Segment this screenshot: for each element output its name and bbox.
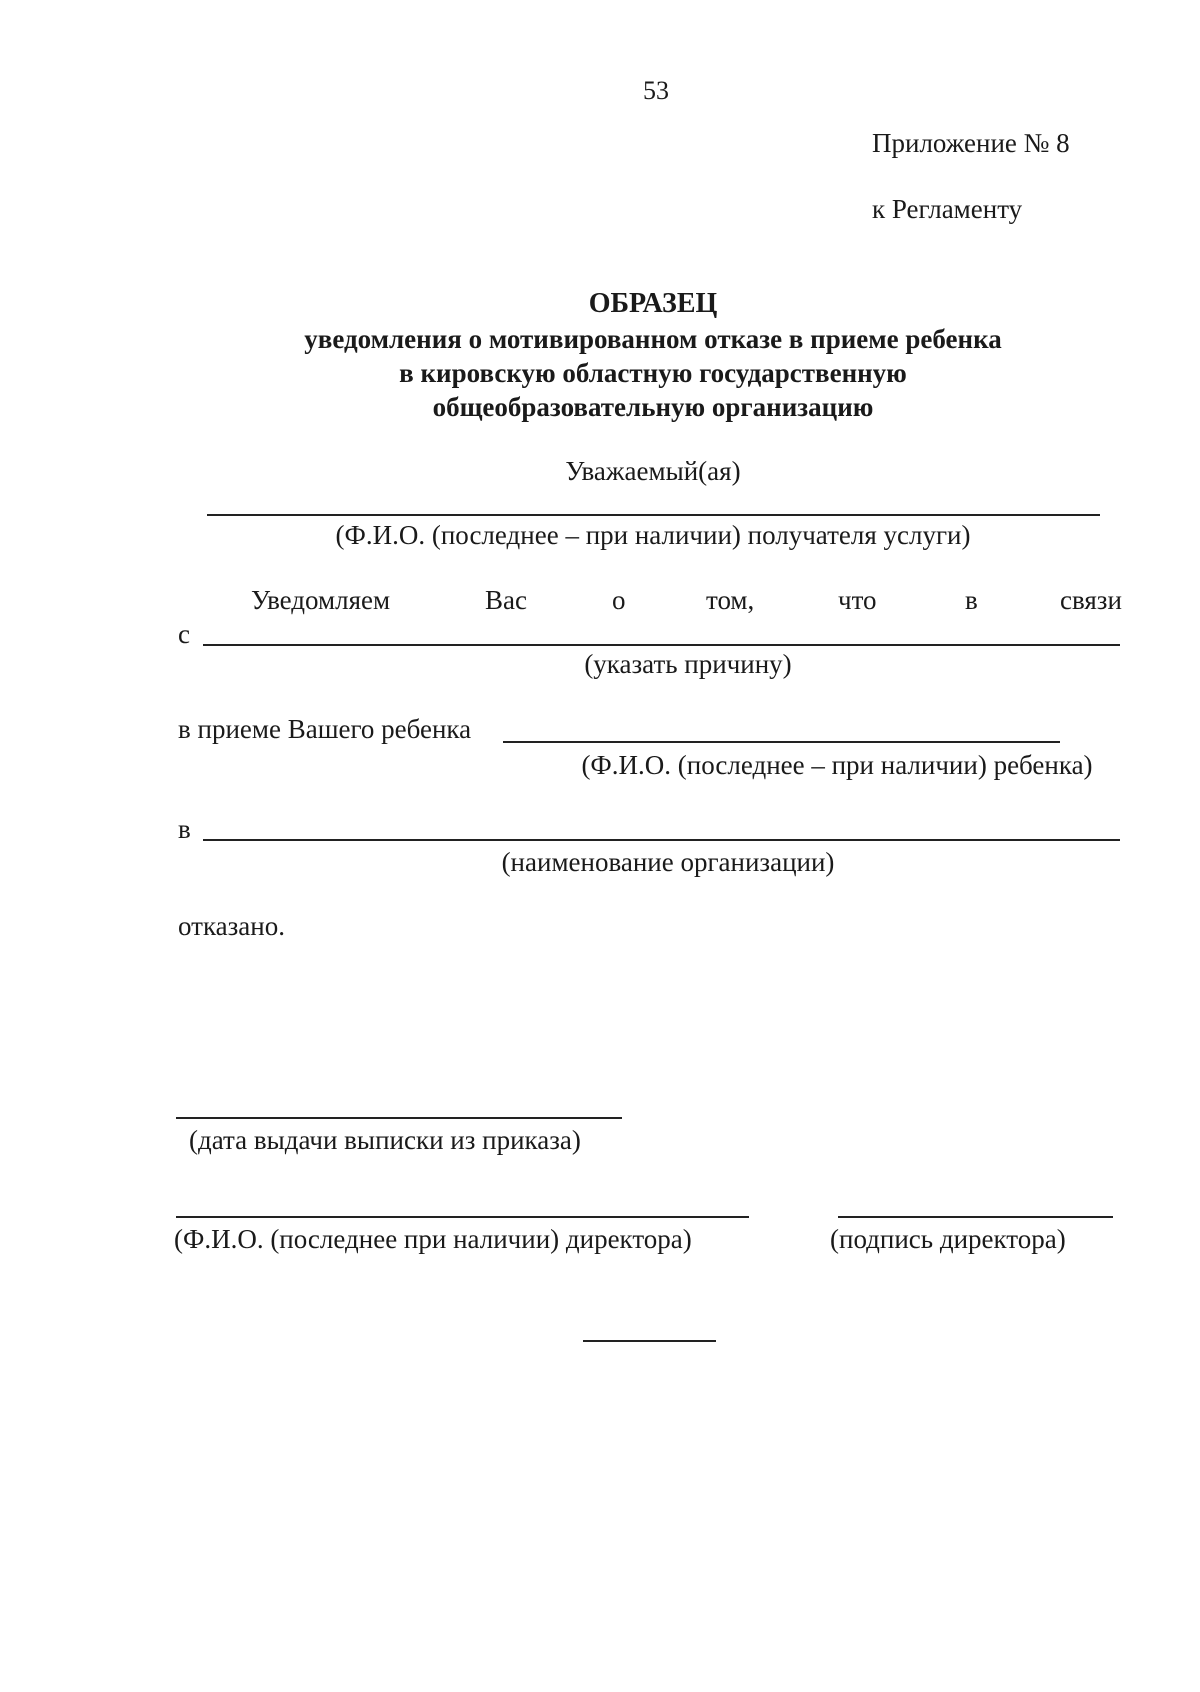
greeting: Уважаемый(ая) [565, 456, 741, 486]
document-title-line-3: общеобразовательную организацию [432, 392, 874, 422]
notice-word-2: Вас [485, 585, 527, 615]
document-title-line-2: в кировскую областную государственную [399, 358, 907, 388]
director-signature-caption: (подпись директора) [830, 1224, 1066, 1254]
notice-word-3: о [612, 585, 626, 615]
document-title-line-1: уведомления о мотивированном отказе в приеме ребенка [304, 324, 1002, 354]
recipient-name-field-line [207, 514, 1100, 516]
reason-prefix: с [178, 619, 190, 649]
refused-text: отказано. [178, 911, 285, 941]
regulation-label: к Регламенту [872, 194, 1023, 224]
document-heading: ОБРАЗЕЦ [588, 288, 718, 319]
organization-field-line [203, 839, 1120, 841]
child-caption: (Ф.И.О. (последнее – при наличии) ребенка) [581, 750, 1093, 780]
date-caption: (дата выдачи выписки из приказа) [189, 1125, 581, 1155]
organization-prefix: в [178, 814, 191, 844]
notice-word-4: том, [706, 585, 755, 615]
date-field-line [176, 1117, 622, 1119]
child-prefix: в приеме Вашего ребенка [178, 714, 472, 744]
notice-word-1: Уведомляем [251, 585, 391, 615]
reason-field-line [203, 644, 1120, 646]
organization-caption: (наименование организации) [501, 847, 835, 877]
recipient-caption: (Ф.И.О. (последнее – при наличии) получателя услуги) [335, 520, 971, 550]
director-signature-field-line [838, 1216, 1113, 1218]
appendix-label: Приложение № 8 [872, 128, 1070, 158]
child-name-field-line [503, 741, 1060, 743]
closing-separator [583, 1340, 716, 1342]
notice-word-5: что [838, 585, 877, 615]
director-name-field-line [176, 1216, 749, 1218]
notice-word-6: в [965, 585, 978, 615]
page-number: 53 [643, 76, 669, 105]
director-name-caption: (Ф.И.О. (последнее при наличии) директора) [174, 1224, 692, 1254]
reason-caption: (указать причину) [584, 649, 792, 679]
notice-word-7: связи [1060, 585, 1122, 615]
